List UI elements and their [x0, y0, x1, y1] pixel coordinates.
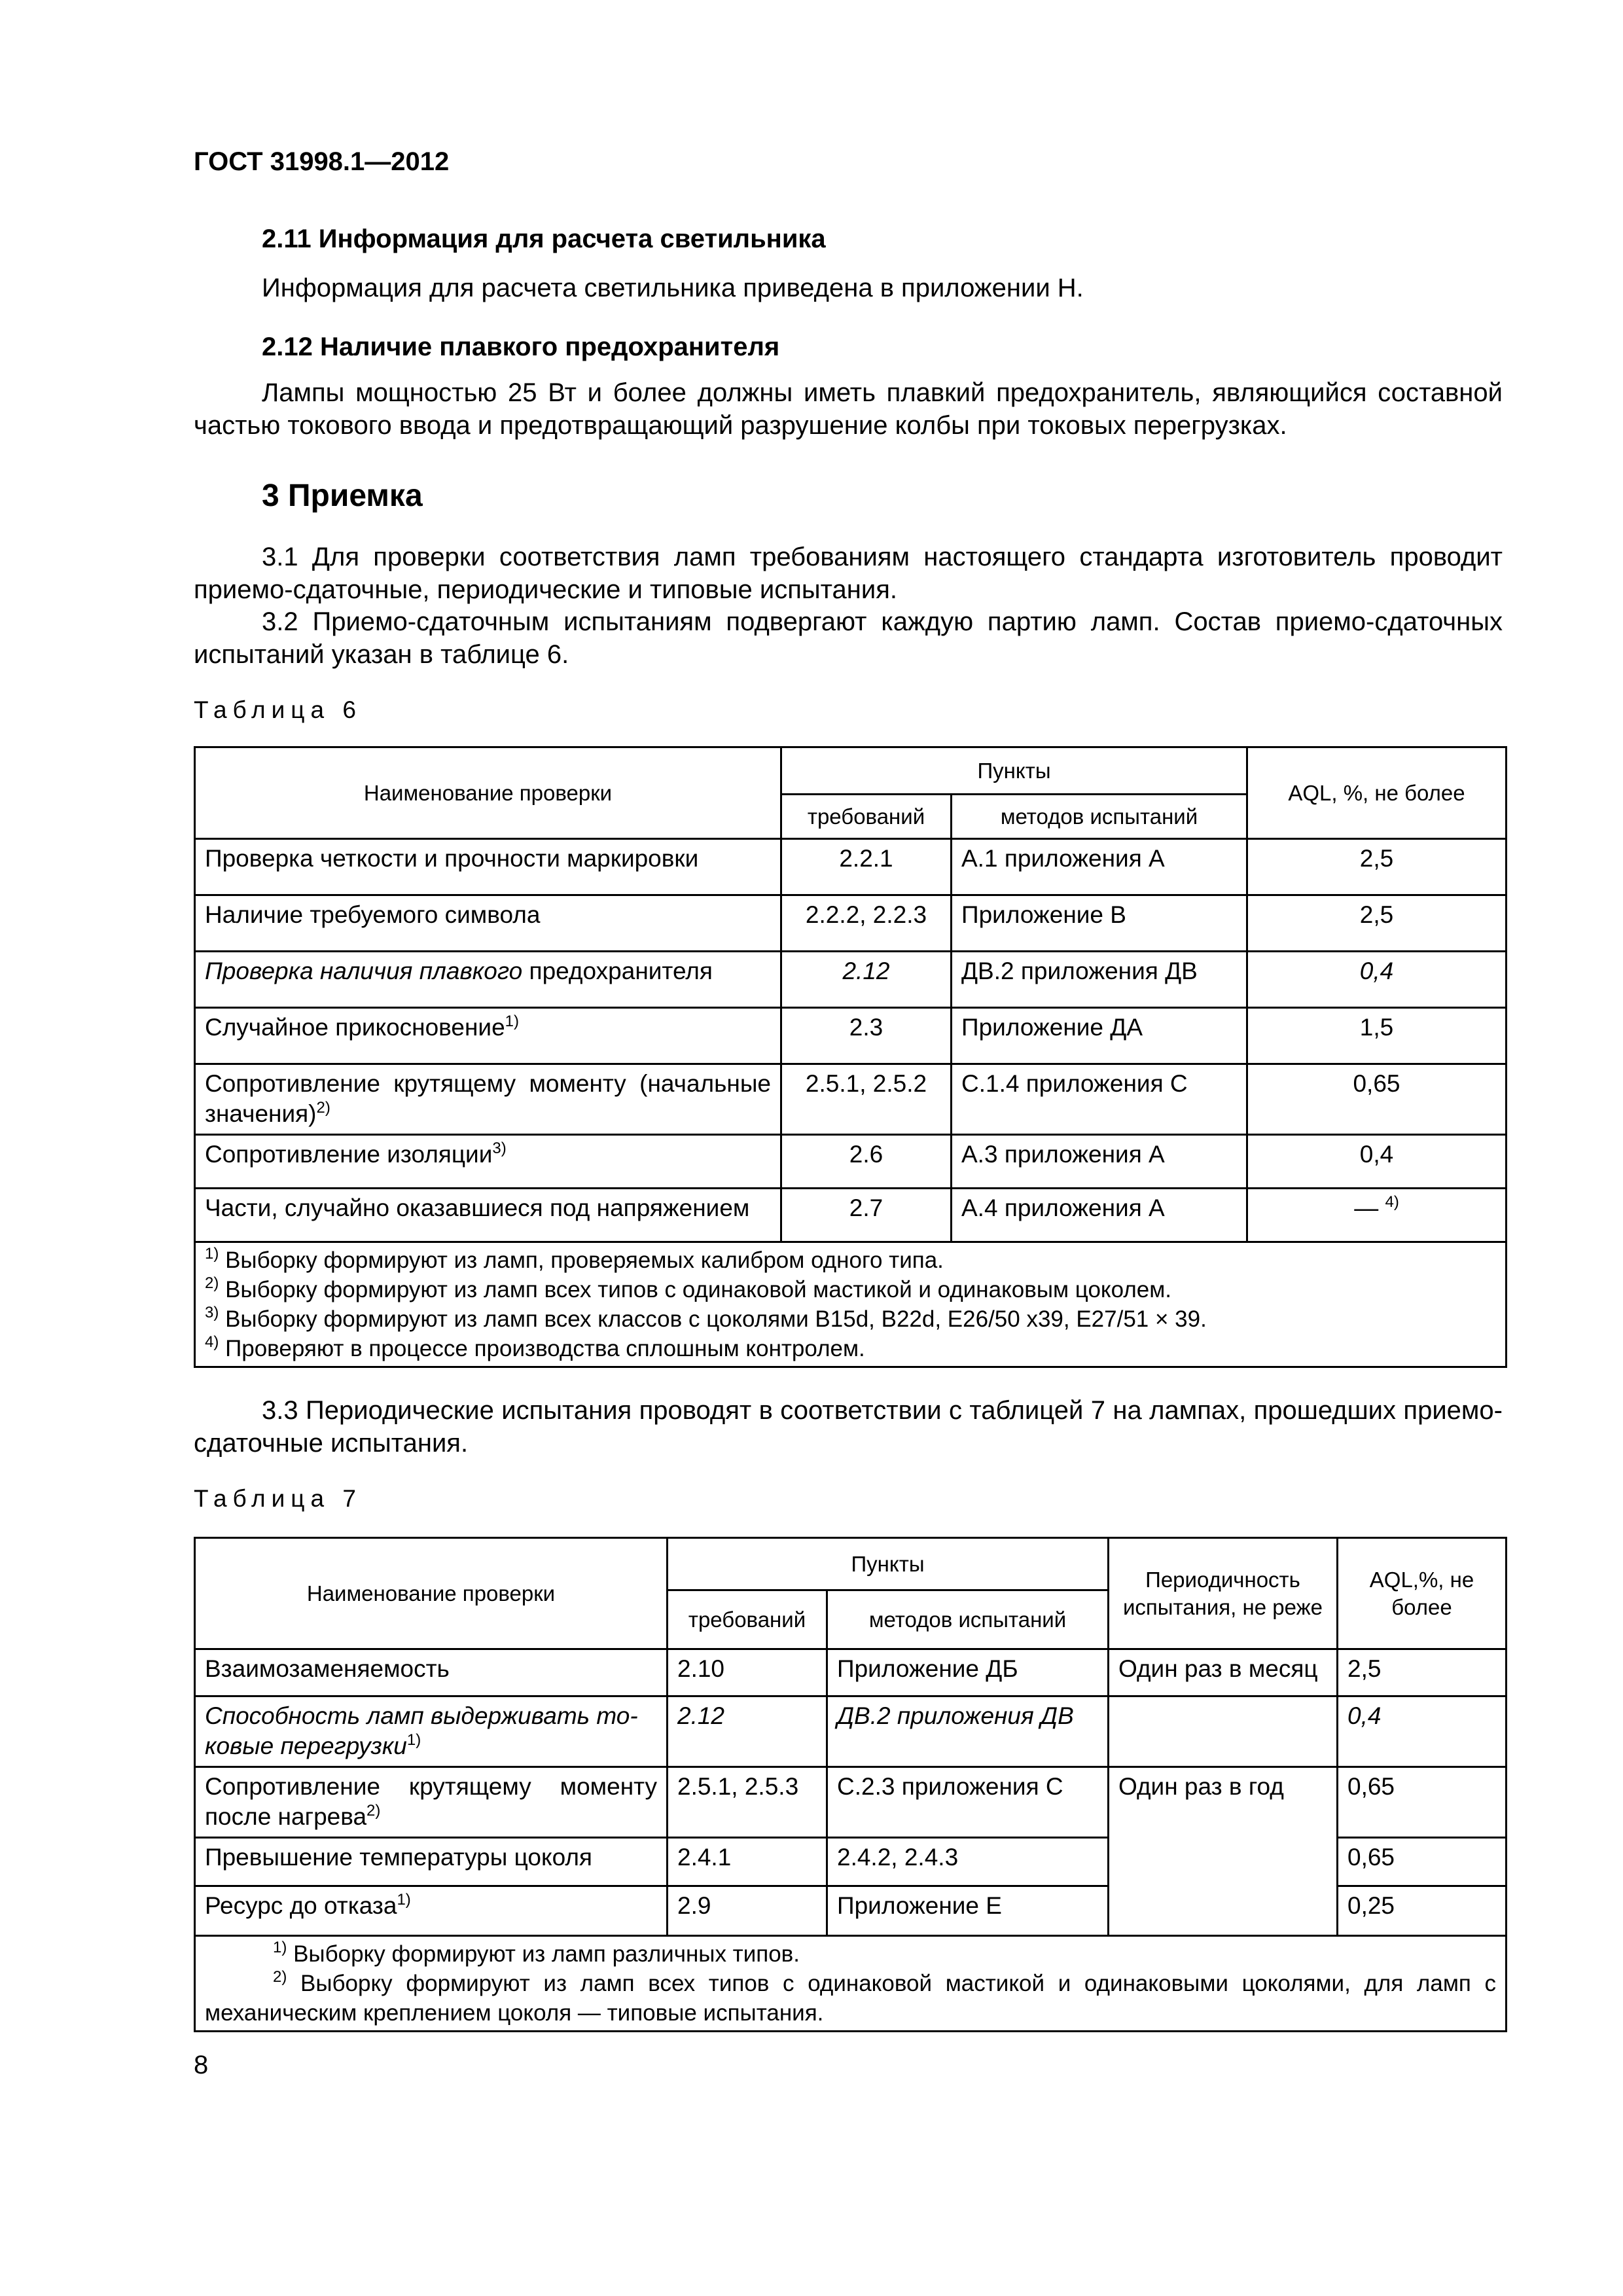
- section-2-11-title: 2.11 Информация для расчета светильника: [262, 224, 826, 253]
- table-row: [195, 1064, 1507, 1135]
- cell-text: Способность ламп выдерживать токовые перегрузки: [205, 1702, 638, 1759]
- table-cell: 2.5.1, 2.5.3: [668, 1767, 827, 1838]
- footnote-mark: 2): [205, 1274, 219, 1292]
- footnote: [205, 1334, 1496, 1363]
- footnote: [205, 1939, 1496, 1969]
- table-cell: [195, 1696, 668, 1767]
- table-6-notes: [195, 1242, 1507, 1367]
- footnote-mark: 2): [273, 1968, 287, 1986]
- table-cell: Взаимозаменяемость: [195, 1649, 668, 1696]
- table-cell: Проверка четкости и прочности маркировки: [195, 839, 781, 895]
- table-cell: 2.7: [781, 1189, 952, 1242]
- footnote-text: Выборку формируют из ламп, проверяемых калибром одного типа.: [219, 1247, 944, 1273]
- cell-text: Ресурс до отказа: [205, 1892, 397, 1919]
- table-cell: А.4 приложения А: [952, 1189, 1247, 1242]
- footnote-mark: 4): [205, 1333, 219, 1351]
- table-cell: ДВ.2 приложения ДВ: [827, 1696, 1109, 1767]
- footnote-mark: 3): [492, 1139, 507, 1157]
- section-2-11-text: Информация для расчета светильника приведена в приложении Н.: [262, 274, 1084, 302]
- page-number: 8: [194, 2051, 209, 2079]
- table-6-header-points: Пункты: [781, 747, 1247, 795]
- table-cell: 2.4.2, 2.4.3: [827, 1838, 1109, 1886]
- table-row: [195, 952, 1507, 1008]
- table-cell: Приложение ДБ: [827, 1649, 1109, 1696]
- table-cell: А.3 приложения А: [952, 1135, 1247, 1189]
- footnote-mark: 1): [505, 1013, 520, 1030]
- table-cell: [195, 1886, 668, 1936]
- cell-text: Случайное прикосновение: [205, 1014, 505, 1041]
- footnote-mark: 3): [205, 1304, 219, 1321]
- table-cell: Превышение температуры цоколя: [195, 1838, 668, 1886]
- footnote-mark: 2): [316, 1099, 330, 1117]
- footnote-text: Выборку формируют из ламп всех типов с одинаковой мастикой и одинаковыми цоколями, для ламп с механическим креплением цоколя — типовые испытания.: [205, 1971, 1496, 2026]
- table-row: [195, 1008, 1507, 1064]
- table-cell: Один раз в год: [1109, 1767, 1338, 1936]
- table-7-header-methods: методов испытаний: [827, 1590, 1109, 1649]
- footnote-mark: 4): [1385, 1193, 1399, 1211]
- table-row: [195, 1767, 1507, 1838]
- table-row: [195, 1696, 1507, 1767]
- paragraph-3-2: 3.2 Приемо-сдаточным испытаниям подвергают каждую партию ламп. Состав приемо-сдаточных испытаний указан в таблице 6.: [194, 607, 1503, 669]
- cell-text: Сопротивление крутящему моменту (начальные значения): [205, 1070, 771, 1127]
- section-2-12-title: 2.12 Наличие плавкого предохранителя: [262, 332, 780, 361]
- table-cell: 2.4.1: [668, 1838, 827, 1886]
- table-cell: [195, 1767, 668, 1838]
- table-cell: [1247, 1189, 1507, 1242]
- table-7-caption: Таблица 7: [194, 1485, 362, 1512]
- table-cell: [195, 1008, 781, 1064]
- table-cell: С.1.4 приложения С: [952, 1064, 1247, 1135]
- footnote: [205, 1275, 1496, 1304]
- table-cell: 2,5: [1338, 1649, 1507, 1696]
- table-cell: 2.12: [781, 952, 952, 1008]
- table-7-header-req: требований: [668, 1590, 827, 1649]
- table-cell: 2.9: [668, 1886, 827, 1936]
- table-row: [195, 839, 1507, 895]
- table-cell: [195, 1135, 781, 1189]
- italic-text: Проверка наличия плавкого: [205, 958, 523, 984]
- table-cell: 0,4: [1338, 1696, 1507, 1767]
- footnote-mark: 1): [406, 1731, 421, 1749]
- paragraph-3-3: 3.3 Периодические испытания проводят в соответствии с таблицей 7 на лампах, прошедших приемо-сдаточные испытания.: [194, 1396, 1503, 1458]
- paragraph-3-1: 3.1 Для проверки соответствия ламп требованиям настоящего стандарта изготовитель проводит приемо-сдаточные, периодические и типовые испытания.: [194, 543, 1503, 604]
- footnote-text: Проверяют в процессе производства сплошным контролем.: [219, 1336, 865, 1361]
- section-2-12-text: Лампы мощностью 25 Вт и более должны иметь плавкий предохранитель, являющийся составной частью токового ввода и предотвращающий разрушение колбы при токовых перегрузках.: [194, 378, 1503, 440]
- table-7-header-aql: AQL,%, не более: [1338, 1538, 1507, 1649]
- table-6-header-aql: AQL, %, не более: [1247, 747, 1507, 839]
- table-6-header-name: Наименование проверки: [195, 747, 781, 839]
- table-cell: С.2.3 приложения С: [827, 1767, 1109, 1838]
- table-row: [195, 1189, 1507, 1242]
- footnote: [205, 1246, 1496, 1275]
- cell-text: Сопротивление изоляции: [205, 1141, 493, 1168]
- footnote-mark: 1): [273, 1939, 287, 1956]
- footnote-text: Выборку формируют из ламп различных типов.: [287, 1941, 800, 1967]
- table-7-header-points: Пункты: [668, 1538, 1109, 1590]
- plain-text: предохранителя: [522, 958, 713, 984]
- table-cell: 2.10: [668, 1649, 827, 1696]
- table-cell: Приложение Е: [827, 1886, 1109, 1936]
- table-6-header-req: требований: [781, 795, 952, 839]
- footnote-mark: 1): [205, 1245, 219, 1263]
- table-cell: 2.12: [668, 1696, 827, 1767]
- footnote-text: Выборку формируют из ламп всех типов с одинаковой мастикой и одинаковым цоколем.: [219, 1277, 1172, 1302]
- table-row: [195, 895, 1507, 952]
- cell-text: Сопротивление крутящему моменту после нагрева: [205, 1773, 657, 1830]
- table-cell: Части, случайно оказавшиеся под напряжением: [195, 1189, 781, 1242]
- table-cell: Приложение В: [952, 895, 1247, 952]
- document-header: ГОСТ 31998.1—2012: [194, 147, 450, 176]
- table-cell: 0,65: [1247, 1064, 1507, 1135]
- table-cell: 0,4: [1247, 1135, 1507, 1189]
- section-3-title: 3 Приемка: [262, 478, 423, 513]
- table-cell: ДВ.2 приложения ДВ: [952, 952, 1247, 1008]
- table-cell: 2.2.1: [781, 839, 952, 895]
- table-cell: [195, 952, 781, 1008]
- table-6-header-methods: методов испытаний: [952, 795, 1247, 839]
- table-7-notes: [195, 1936, 1507, 2032]
- table-row: [195, 1135, 1507, 1189]
- table-cell: Наличие требуемого символа: [195, 895, 781, 952]
- table-cell: 2.6: [781, 1135, 952, 1189]
- cell-text: —: [1354, 1194, 1379, 1221]
- footnote-mark: 2): [366, 1802, 381, 1820]
- table-7-header-period: Периодичность испытания, не реже: [1109, 1538, 1338, 1649]
- table-cell: 2.3: [781, 1008, 952, 1064]
- table-cell: 2,5: [1247, 895, 1507, 952]
- table-cell: 0,25: [1338, 1886, 1507, 1936]
- table-cell: 1,5: [1247, 1008, 1507, 1064]
- table-row: [195, 1649, 1507, 1696]
- table-notes-row: [195, 1936, 1507, 2032]
- footnote-mark: 1): [397, 1891, 411, 1909]
- table-6: [194, 746, 1507, 1368]
- table-7-header-name: Наименование проверки: [195, 1538, 668, 1649]
- table-cell: 0,65: [1338, 1767, 1507, 1838]
- table-cell: Один раз в месяц: [1109, 1649, 1338, 1696]
- table-cell: [195, 1064, 781, 1135]
- table-7: [194, 1537, 1507, 2032]
- table-cell: Приложение ДА: [952, 1008, 1247, 1064]
- table-notes-row: [195, 1242, 1507, 1367]
- table-6-caption: Таблица 6: [194, 696, 362, 723]
- table-cell: 0,65: [1338, 1838, 1507, 1886]
- table-cell: 2,5: [1247, 839, 1507, 895]
- table-cell: А.1 приложения А: [952, 839, 1247, 895]
- footnote: [205, 1969, 1496, 2028]
- table-cell: 0,4: [1247, 952, 1507, 1008]
- footnote-text: Выборку формируют из ламп всех классов с цоколями B15d, B22d, E26/50 x39, E27/51 × 39.: [219, 1306, 1207, 1332]
- table-cell: 2.5.1, 2.5.2: [781, 1064, 952, 1135]
- table-cell: [1109, 1696, 1338, 1767]
- footnote: [205, 1304, 1496, 1334]
- table-cell: 2.2.2, 2.2.3: [781, 895, 952, 952]
